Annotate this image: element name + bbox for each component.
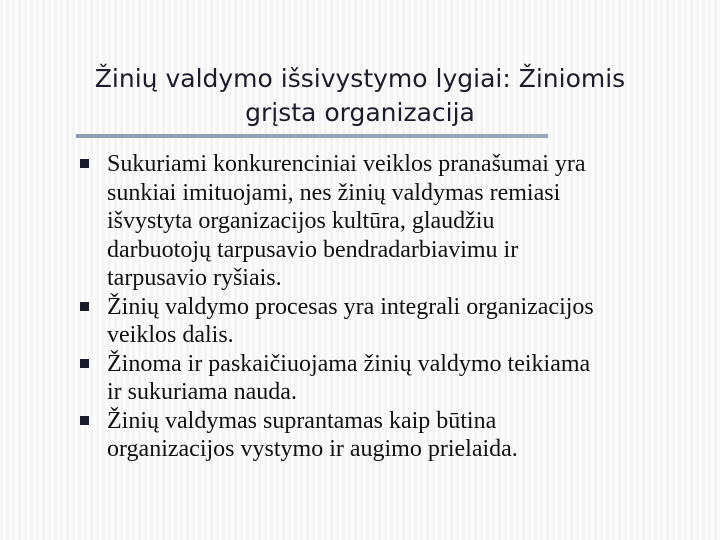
- bullet-item-measured-benefit: [80, 350, 690, 407]
- bullet-text-line: darbuotojų tarpusavio bendradarbiavimu ir: [107, 236, 519, 263]
- square-bullet-icon: [80, 416, 89, 425]
- bullet-text-line: sunkiai imituojami, nes žinių valdymas remiasi: [107, 179, 561, 206]
- bullet-item-growth-precondition: [80, 407, 690, 464]
- bullet-text-line: išvystyta organizacijos kultūra, glaudžiu: [107, 208, 495, 234]
- bullet-text-line: Žinių valdymas suprantamas kaip būtina: [107, 407, 497, 434]
- bullet-text-line: ir sukuriama nauda.: [107, 379, 297, 405]
- square-bullet-icon: [80, 359, 89, 368]
- slide-title-line-2: grįsta organizacija: [245, 98, 475, 127]
- bullet-item-integral-process: [80, 293, 690, 350]
- slide-title: [40, 62, 680, 130]
- bullet-text-line: Žinių valdymo procesas yra integrali organizacijos: [107, 293, 594, 320]
- bullet-text-line: Sukuriami konkurenciniai veiklos pranašumai yra: [107, 151, 586, 177]
- bullet-text-line: organizacijos vystymo ir augimo prielaida.: [107, 436, 518, 462]
- slide-title-line-1: Žinių valdymo išsivystymo lygiai: Žiniomis: [94, 64, 626, 93]
- bullet-text-line: veiklos dalis.: [107, 322, 234, 348]
- bullet-text-line: Žinoma ir paskaičiuojama žinių valdymo teikiama: [107, 350, 591, 377]
- bullet-text-line: tarpusavio ryšiais.: [107, 265, 282, 291]
- square-bullet-icon: [80, 159, 89, 168]
- bullet-item-competitive-advantage: [80, 150, 690, 293]
- bullet-list: [80, 150, 690, 464]
- square-bullet-icon: [80, 302, 89, 311]
- title-underline: [76, 134, 548, 138]
